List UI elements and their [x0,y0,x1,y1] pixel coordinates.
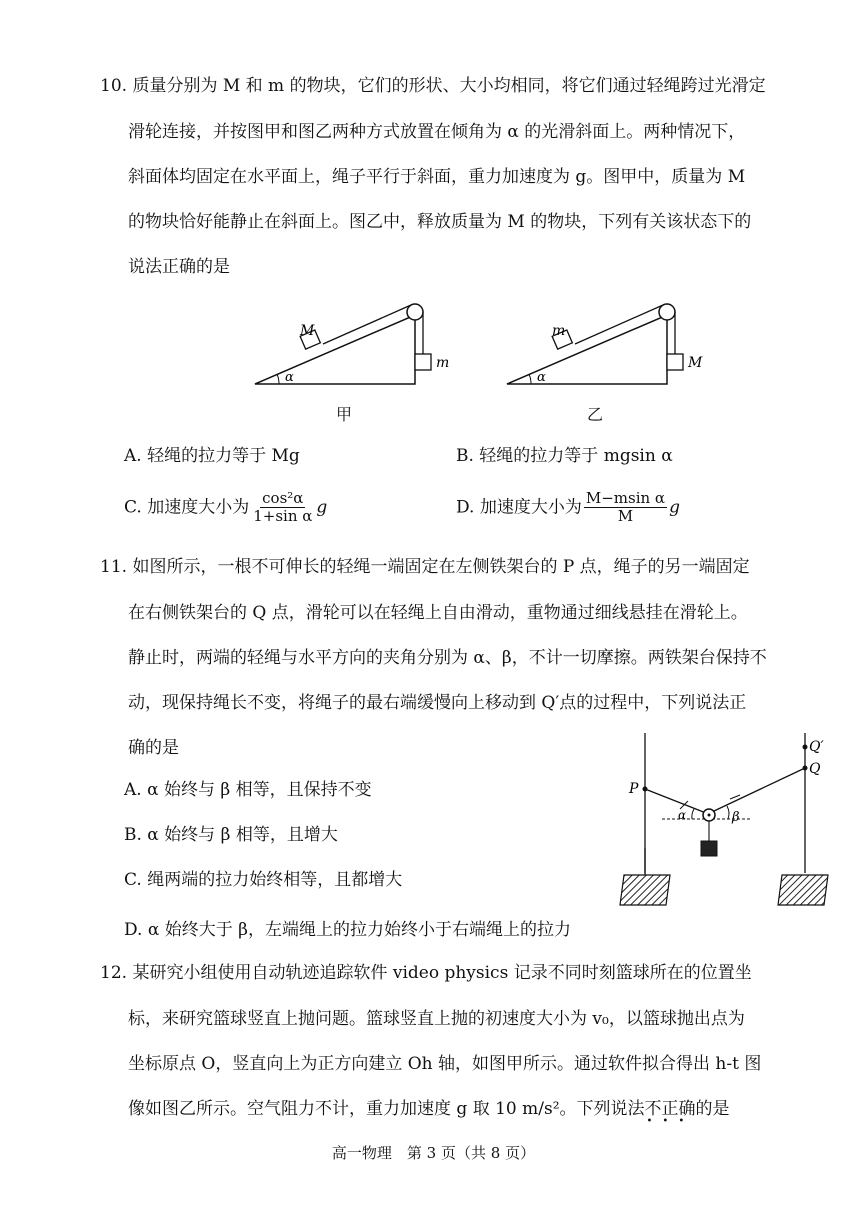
caption-yi: 乙 [587,405,604,424]
point-P [643,787,648,792]
pulley-axle [708,814,711,817]
label-M-jia: M [300,323,315,339]
left-stand-base [620,875,670,905]
q10-option-d [456,490,680,526]
emphasis-dots: ••• [646,1116,695,1127]
incline-yi [507,315,667,384]
q12-emphasis-text: 不正确 [644,1099,696,1119]
q10-option-d-prefix: D. 加速度大小为 [456,497,582,518]
label-beta: β [732,810,740,825]
q12-line-3: 坐标原点 O，竖直向上为正方向建立 Oh 轴，如图甲所示。通过软件拟合得出 h-t 图 [128,1054,762,1074]
rope-left [645,789,706,813]
weight [701,841,717,856]
right-stand-base [778,875,828,905]
label-M-yi: M [688,355,703,371]
q10-option-c-prefix: C. 加速度大小为 [124,497,250,518]
q12-emphasis [644,1099,696,1127]
q11-line-1: 11. 如图所示，一根不可伸长的轻绳一端固定在左侧铁架台的 P 点，绳子的另一端固定 [100,557,750,577]
q10-option-c-denominator: 1+sin α [253,507,313,526]
q10-line-4: 的物块恰好能静止在斜面上。图乙中，释放质量为 M 的物块，下列有关该状态下的 [128,212,752,232]
rope-right [714,768,805,811]
label-alpha-yi: α [537,370,546,385]
q10-line-3: 斜面体均固定在水平面上，绳子平行于斜面，重力加速度为 g。图甲中，质量为 M [128,167,746,187]
q12-line-1: 12. 某研究小组使用自动轨迹追踪软件 video physics 记录不同时刻篮球所在的位置坐 [100,963,752,983]
beta-arc [727,806,729,819]
q12-line-2: 标，来研究篮球竖直上抛问题。篮球竖直上抛的初速度大小为 v₀，以篮球抛出点为 [128,1009,745,1029]
q10-line-2: 滑轮连接，并按图甲和图乙两种方式放置在倾角为 α 的光滑斜面上。两种情况下， [128,122,746,142]
point-Q-prime [803,745,808,750]
angle-arc-yi [529,374,531,384]
q12-line-4 [128,1099,730,1127]
label-alpha-jia: α [285,370,294,385]
q12-line-4-main: 像如图乙所示。空气阻力不计，重力加速度 g 取 10 m/s²。下列说法 [128,1099,645,1119]
q10-line-5: 说法正确的是 [128,257,230,277]
q10-option-c [124,490,327,526]
label-m-yi: m [552,323,566,339]
q10-line-1: 10. 质量分别为 M 和 m 的物块，它们的形状、大小均相同，将它们通过轻绳跨过光滑定 [100,76,766,96]
caption-jia: 甲 [336,405,353,424]
q11-line-4: 动，现保持绳长不变，将绳子的最右端缓慢向上移动到 Q′点的过程中，下列说法正 [128,693,747,713]
q10-option-b: B. 轻绳的拉力等于 mgsin α [456,446,673,466]
q10-option-d-fraction [584,490,667,526]
q10-option-c-numerator: cos²α [262,489,304,507]
label-alpha: α [678,808,687,822]
figure-q11 [618,733,838,913]
q12-line-4-tail: 的是 [695,1099,730,1119]
label-Q-prime: Q′ [809,739,824,755]
q11-option-d: D. α 始终大于 β，左端绳上的拉力始终小于右端绳上的拉力 [124,920,571,940]
figure-jia [245,290,465,430]
q10-option-c-fraction [251,490,314,526]
angle-arc-jia [277,374,279,384]
rope-incline-yi [575,305,663,344]
arrow-right [730,795,740,799]
q10-option-d-numerator: M−msin α [585,489,666,507]
q10-option-c-suffix: g [316,497,328,518]
figure-yi [497,290,717,430]
hanging-block-yi [667,354,683,370]
q11-line-3: 静止时，两端的轻绳与水平方向的夹角分别为 α、β，不计一切摩擦。两铁架台保持不 [128,648,767,668]
page-footer: 高一物理 第 3 页（共 8 页） [331,1144,536,1162]
label-P: P [629,781,639,797]
point-Q [803,766,808,771]
q10-option-d-denominator: M [617,507,634,526]
q11-line-5: 确的是 [128,738,179,758]
q11-option-a: A. α 始终与 β 相等，且保持不变 [124,780,372,800]
label-Q: Q [809,761,821,777]
q10-option-d-suffix: g [669,497,680,518]
q11-line-2: 在右侧铁架台的 Q 点，滑轮可以在轻绳上自由滑动，重物通过细线悬挂在滑轮上。 [128,603,748,623]
hanging-block-jia [415,354,431,370]
q11-option-c: C. 绳两端的拉力始终相等，且都增大 [124,870,403,890]
alpha-arc [692,809,694,819]
label-m-jia: m [436,355,450,371]
q11-option-b: B. α 始终与 β 相等，且增大 [124,825,338,845]
rope-incline-jia [323,305,411,344]
q10-option-a: A. 轻绳的拉力等于 Mg [124,446,300,466]
incline-jia [255,315,415,384]
